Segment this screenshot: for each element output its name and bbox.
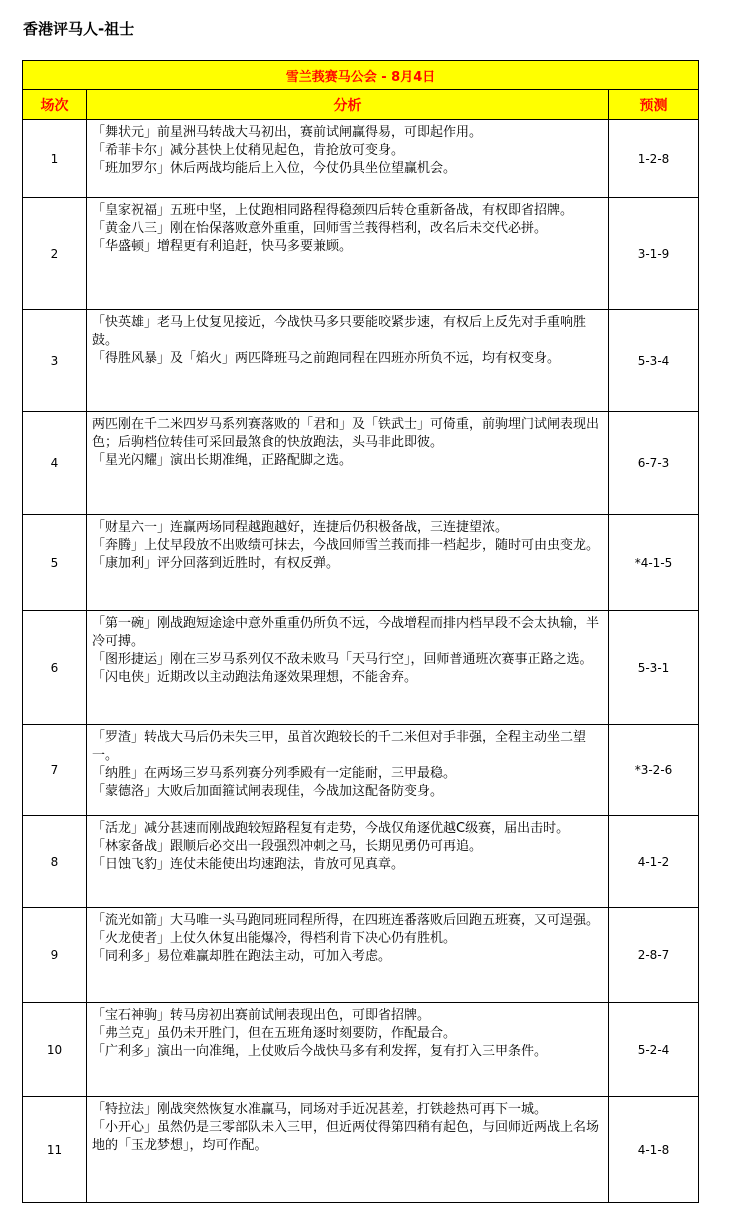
analysis-line: 「班加罗尔」休后两战均能后上入位，今仗仍具坐位望赢机会。 (92, 161, 457, 176)
analysis-line: 「快英雄」老马上仗复见接近，今战快马多只要能咬紧步速，有权后上反先对手重响胜鼓。 (92, 315, 587, 348)
table-row (23, 515, 699, 611)
analysis-line: 「广利多」演出一向准绳，上仗败后今战快马多有利发挥，复有打入三甲条件。 (92, 1044, 548, 1059)
table-row (23, 725, 699, 816)
race-prediction: 5-3-1 (609, 611, 699, 725)
analysis-line: 「宝石神驹」转马房初出赛前试闸表现出色，可即省招牌。 (92, 1008, 431, 1023)
analysis-line: 「弗兰克」虽仍未开胜门，但在五班角逐时刻要防，作配最合。 (92, 1026, 457, 1041)
page-title: 香港评马人-祖士 (23, 20, 135, 38)
analysis-line: 「得胜风暴」及「焰火」两匹降班马之前跑同程在四班亦所负不远，均有权变身。 (92, 351, 561, 366)
analysis-line: 「黄金八三」刚在怡保落败意外重重，回师雪兰莪得档利，改名后未交代必拼。 (92, 221, 548, 236)
analysis-line: 「舞状元」前星洲马转战大马初出，赛前试闸赢得易，可即起作用。 (92, 125, 483, 140)
race-prediction: 3-1-9 (609, 198, 699, 310)
table-row (23, 120, 699, 198)
analysis-line: 「康加利」评分回落到近胜时，有权反弹。 (92, 556, 340, 571)
race-prediction: 6-7-3 (609, 412, 699, 515)
race-prediction: *4-1-5 (609, 515, 699, 611)
race-analysis (87, 725, 609, 816)
analysis-line: 「火龙使者」上仗久休复出能爆冷，得档利肯下决心仍有胜机。 (92, 931, 457, 946)
race-analysis (87, 816, 609, 908)
race-analysis (87, 412, 609, 515)
table-row (23, 198, 699, 310)
race-prediction: 5-2-4 (609, 1003, 699, 1097)
race-prediction: 5-3-4 (609, 310, 699, 412)
banner-row (23, 61, 699, 90)
race-number: 7 (23, 725, 87, 816)
race-number: 1 (23, 120, 87, 198)
race-number: 6 (23, 611, 87, 725)
analysis-line: 「奔腾」上仗早段放不出败绩可抹去，今战回师雪兰莪而排一档起步，随时可由虫变龙。 (92, 538, 600, 553)
analysis-line: 「活龙」减分甚速而刚战跑较短路程复有走势，今战仅角逐优越C级赛，届出击时。 (92, 821, 570, 836)
race-analysis-table (22, 60, 699, 1203)
analysis-line: 「图形捷运」刚在三岁马系列仅不敌未败马「天马行空」，回师普通班次赛事正路之选。 (92, 652, 593, 667)
race-number: 2 (23, 198, 87, 310)
race-analysis (87, 515, 609, 611)
header-race: 场次 (23, 90, 87, 120)
race-analysis (87, 198, 609, 310)
analysis-line: 「纳胜」在两场三岁马系列赛分列季殿有一定能耐，三甲最稳。 (92, 766, 457, 781)
analysis-line: 「特拉法」刚战突然恢复水准赢马，同场对手近况甚差，打铁趁热可再下一城。 (92, 1102, 548, 1117)
table-row (23, 1003, 699, 1097)
race-analysis (87, 1097, 609, 1203)
table-row (23, 310, 699, 412)
analysis-line: 「闪电侠」近期改以主动跑法角逐效果理想，不能舍弃。 (92, 670, 418, 685)
analysis-line: 「蒙德洛」大败后加面箍试闸表现佳，今战加这配备防变身。 (92, 784, 444, 799)
race-number: 3 (23, 310, 87, 412)
race-number: 9 (23, 908, 87, 1003)
race-number: 5 (23, 515, 87, 611)
race-prediction: 4-1-8 (609, 1097, 699, 1203)
table-row (23, 611, 699, 725)
analysis-line: 「希菲卡尔」减分甚快上仗稍见起色，肯抢放可变身。 (92, 143, 405, 158)
race-analysis (87, 611, 609, 725)
race-analysis (87, 120, 609, 198)
meeting-banner: 雪兰莪赛马公会 - 8月4日 (23, 61, 699, 90)
race-number: 4 (23, 412, 87, 515)
analysis-line: 「罗渣」转战大马后仍未失三甲，虽首次跑较长的千二米但对手非强，全程主动坐二望一。 (92, 730, 587, 763)
table-row (23, 412, 699, 515)
race-prediction: 1-2-8 (609, 120, 699, 198)
race-analysis (87, 310, 609, 412)
analysis-line: 「同利多」易位难赢却胜在跑法主动，可加入考虑。 (92, 949, 392, 964)
analysis-line: 「小开心」虽然仍是三零部队未入三甲，但近两仗得第四稍有起色，与回师近两战上名场地的「玉龙梦想」，均可作配。 (92, 1120, 600, 1153)
analysis-line: 两匹刚在千二米四岁马系列赛落败的「君和」及「铁武士」可倚重，前驹埋门试闸表现出色；后驹档位转佳可采回最煞食的快放跑法，头马非此即彼。 (92, 417, 600, 450)
race-number: 8 (23, 816, 87, 908)
race-analysis (87, 1003, 609, 1097)
table-row (23, 816, 699, 908)
analysis-line: 「第一碗」刚战跑短途途中意外重重仍所负不远，今战增程而排内档早段不会太执输，半冷可搏。 (92, 616, 600, 649)
header-row (23, 90, 699, 120)
analysis-line: 「皇家祝福」五班中坚，上仗跑相同路程得稳颈四后转仓重新备战，有权即省招牌。 (92, 203, 574, 218)
analysis-line: 「流光如箭」大马唯一头马跑同班同程所得，在四班连番落败后回跑五班赛，又可逞强。 (92, 913, 600, 928)
analysis-line: 「星光闪耀」演出长期准绳，正路配脚之选。 (92, 453, 353, 468)
analysis-line: 「林家备战」跟顺后必交出一段强烈冲刺之马，长期见勇仍可再追。 (92, 839, 483, 854)
race-prediction: 2-8-7 (609, 908, 699, 1003)
race-prediction: *3-2-6 (609, 725, 699, 816)
race-number: 10 (23, 1003, 87, 1097)
race-prediction: 4-1-2 (609, 816, 699, 908)
analysis-line: 「日蚀飞豹」连仗未能使出均速跑法，肯放可见真章。 (92, 857, 405, 872)
race-number: 11 (23, 1097, 87, 1203)
race-analysis (87, 908, 609, 1003)
table-row (23, 908, 699, 1003)
analysis-line: 「财星六一」连赢两场同程越跑越好，连捷后仍积极备战，三连捷望浓。 (92, 520, 509, 535)
header-analysis: 分析 (87, 90, 609, 120)
analysis-line: 「华盛顿」增程更有利追赶，快马多要兼顾。 (92, 239, 353, 254)
header-prediction: 预测 (609, 90, 699, 120)
table-row (23, 1097, 699, 1203)
